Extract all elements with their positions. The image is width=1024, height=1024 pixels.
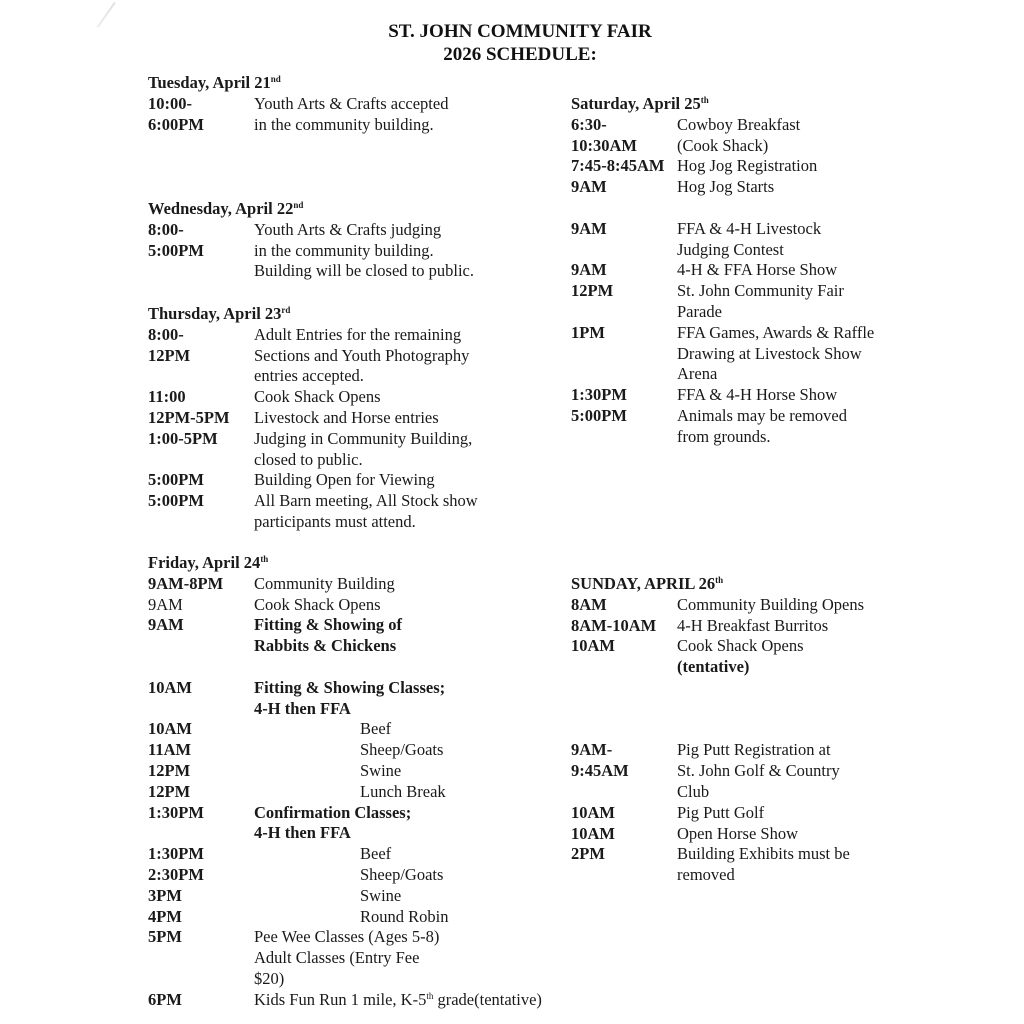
event-description: in the community building.: [254, 114, 434, 134]
schedule-row: [571, 636, 931, 678]
schedule-row: [148, 574, 588, 595]
day-section-tuesday: [148, 73, 588, 135]
event-time: 11AM: [148, 740, 192, 760]
event-time: 5:00PM: [148, 470, 204, 490]
day-section-wednesday: [148, 199, 588, 282]
event-time: 12PM: [148, 345, 191, 365]
event-time: 6:30-: [571, 114, 607, 134]
event-description: Sheep/Goats: [360, 864, 444, 884]
schedule-row: [571, 177, 931, 198]
day-heading: Saturday, April 25th: [571, 94, 709, 113]
event-description: Animals may be removed from grounds.: [677, 405, 847, 446]
event-description: in the community building. Building will be closed to public.: [254, 240, 474, 281]
event-description: Confirmation Classes; 4-H then FFA: [254, 802, 412, 843]
event-description: Beef: [360, 844, 392, 864]
event-time: 9AM: [148, 615, 184, 635]
day-heading: Friday, April 24th: [148, 553, 269, 572]
event-time: 1:00-5PM: [148, 428, 218, 448]
event-time: 4PM: [148, 906, 182, 926]
event-description: Fitting & Showing of Rabbits & Chickens: [254, 615, 403, 656]
event-time: 10:30AM: [571, 135, 637, 155]
schedule-row: [571, 156, 931, 177]
event-time: 12PM: [571, 281, 614, 301]
event-description: Swine: [360, 760, 402, 780]
event-time: 6:00PM: [148, 114, 204, 134]
event-time: 9AM: [148, 594, 183, 614]
event-description: Hog Jog Starts: [677, 177, 775, 197]
event-time: 12PM: [148, 781, 191, 801]
event-time: 9:45AM: [571, 761, 629, 781]
event-description: Fitting & Showing Classes; 4-H then FFA: [254, 677, 446, 718]
schedule-row: [571, 803, 931, 824]
schedule-row: [571, 219, 931, 261]
title-line-2: 2026 SCHEDULE:: [443, 44, 597, 65]
event-description: Sheep/Goats: [360, 740, 444, 760]
schedule-row: [148, 470, 588, 491]
schedule-row: [148, 115, 588, 136]
day-heading: Tuesday, April 21nd: [148, 73, 281, 92]
event-description: Cook Shack Opens: [254, 387, 381, 407]
schedule-row: [148, 408, 588, 429]
event-time: 8AM-10AM: [571, 615, 657, 635]
schedule-row: [148, 990, 588, 1011]
event-time: 9AM: [571, 260, 607, 280]
event-description: Kids Fun Run 1 mile, K-5th grade(tentative): [254, 989, 542, 1009]
day-section-saturday: [571, 94, 931, 448]
event-time: 10:00-: [148, 93, 192, 113]
schedule-row: [148, 346, 588, 388]
schedule-row: [571, 740, 931, 761]
event-time: 12PM-5PM: [148, 407, 230, 427]
event-time: 2:30PM: [148, 864, 204, 884]
schedule-row: [148, 761, 588, 782]
event-description: Swine: [360, 885, 402, 905]
event-time: 8:00-: [148, 219, 184, 239]
event-description: Building Open for Viewing: [254, 470, 435, 490]
event-description: St. John Golf & Country Club: [677, 761, 840, 801]
schedule-row: [148, 719, 588, 740]
event-description: 4-H Breakfast Burritos: [677, 615, 829, 635]
event-time: 1PM: [571, 322, 605, 342]
schedule-row: [571, 115, 931, 136]
schedule-row: [148, 678, 588, 720]
event-time: 10AM: [571, 636, 615, 656]
schedule-row: [148, 94, 588, 115]
schedule-row: [571, 616, 931, 637]
page-title: [0, 20, 1024, 66]
day-section-friday: [148, 553, 588, 1011]
event-time: 2PM: [571, 844, 605, 864]
schedule-row: [148, 782, 588, 803]
event-time: 9AM: [571, 177, 607, 197]
schedule-row: [571, 260, 931, 281]
event-time: 1:30PM: [571, 385, 627, 405]
event-description: Cook Shack Opens: [254, 594, 381, 614]
event-description: FFA & 4-H Livestock Judging Contest: [677, 218, 822, 259]
event-time: 11:00: [148, 387, 186, 407]
day-section-sunday: [571, 574, 931, 886]
day-section-thursday: [148, 304, 588, 533]
schedule-row: [571, 136, 931, 157]
schedule-row: [148, 803, 588, 845]
event-time: 10AM: [571, 823, 615, 843]
schedule-row: [148, 886, 588, 907]
event-description: Judging in Community Building, closed to public.: [254, 428, 473, 469]
day-heading: Wednesday, April 22nd: [148, 199, 304, 218]
event-time: 5:00PM: [148, 240, 204, 260]
schedule-row: [571, 385, 931, 406]
event-description: Livestock and Horse entries: [254, 407, 439, 427]
schedule-row: [148, 740, 588, 761]
event-time: 3PM: [148, 885, 182, 905]
event-description: Pee Wee Classes (Ages 5-8) Adult Classes (Entry Fee $20): [254, 927, 440, 988]
event-description: Beef: [360, 719, 392, 739]
event-time: 1:30PM: [148, 844, 204, 864]
event-description: Adult Entries for the remaining: [254, 324, 462, 344]
title-line-1: ST. JOHN COMMUNITY FAIR: [388, 21, 652, 42]
spacer: [571, 678, 931, 699]
schedule-row: [148, 844, 588, 865]
schedule-row: [148, 429, 588, 471]
schedule-row: [148, 220, 588, 241]
event-time: 5:00PM: [571, 405, 627, 425]
event-description: Youth Arts & Crafts accepted: [254, 93, 449, 113]
schedule-row: [148, 595, 588, 616]
event-description: FFA Games, Awards & Raffle Drawing at Livestock Show Arena: [677, 322, 875, 384]
event-description: Youth Arts & Crafts judging: [254, 219, 442, 239]
schedule-row: [148, 387, 588, 408]
event-time: 10AM: [571, 802, 615, 822]
spacer: [571, 198, 931, 219]
schedule-row: [571, 281, 931, 323]
schedule-row: [571, 761, 931, 803]
event-description: Community Building: [254, 573, 395, 593]
schedule-row: [148, 927, 588, 989]
event-description: Community Building Opens: [677, 594, 865, 614]
schedule-row: [148, 491, 588, 533]
schedule-row: [148, 907, 588, 928]
event-description: 4-H & FFA Horse Show: [677, 260, 838, 280]
event-time: 8:00-: [148, 324, 184, 344]
event-time: 7:45-8:45AM: [571, 156, 665, 176]
event-description: Cowboy Breakfast: [677, 114, 801, 134]
schedule-row: [148, 615, 588, 657]
schedule-row: [571, 844, 931, 886]
day-heading: Thursday, April 23rd: [148, 304, 291, 323]
event-description: Open Horse Show: [677, 823, 798, 843]
event-description: (Cook Shack): [677, 135, 769, 155]
schedule-row: [148, 241, 588, 283]
schedule-row: [148, 865, 588, 886]
event-time: 6PM: [148, 989, 182, 1009]
event-time: 9AM: [571, 218, 607, 238]
schedule-row: [571, 323, 931, 385]
event-description: Pig Putt Golf: [677, 802, 765, 822]
event-time: 9AM-: [571, 740, 613, 760]
event-description: Pig Putt Registration at: [677, 740, 831, 760]
event-description: St. John Community Fair Parade: [677, 281, 844, 321]
event-description: FFA & 4-H Horse Show: [677, 385, 838, 405]
event-description: Cook Shack Opens (tentative): [677, 636, 804, 677]
spacer: [148, 657, 588, 678]
spacer: [571, 720, 931, 741]
schedule-row: [571, 406, 931, 448]
event-description: Building Exhibits must be removed: [677, 844, 850, 885]
schedule-row: [148, 325, 588, 346]
event-description: Round Robin: [360, 906, 449, 926]
event-time: 1:30PM: [148, 802, 204, 822]
event-time: 9AM-8PM: [148, 573, 224, 593]
event-description: Hog Jog Registration: [677, 156, 818, 176]
event-time: 5PM: [148, 927, 182, 947]
spacer: [571, 699, 931, 720]
schedule-row: [571, 595, 931, 616]
event-time: 10AM: [148, 677, 192, 697]
event-description: All Barn meeting, All Stock show participants must attend.: [254, 491, 478, 531]
event-time: 10AM: [148, 719, 192, 739]
event-time: 8AM: [571, 594, 607, 614]
day-heading: SUNDAY, APRIL 26th: [571, 574, 724, 593]
event-description: Sections and Youth Photography entries accepted.: [254, 345, 470, 386]
event-description: Lunch Break: [360, 781, 446, 801]
event-time: 12PM: [148, 760, 191, 780]
schedule-row: [571, 824, 931, 845]
event-time: 5:00PM: [148, 491, 204, 511]
